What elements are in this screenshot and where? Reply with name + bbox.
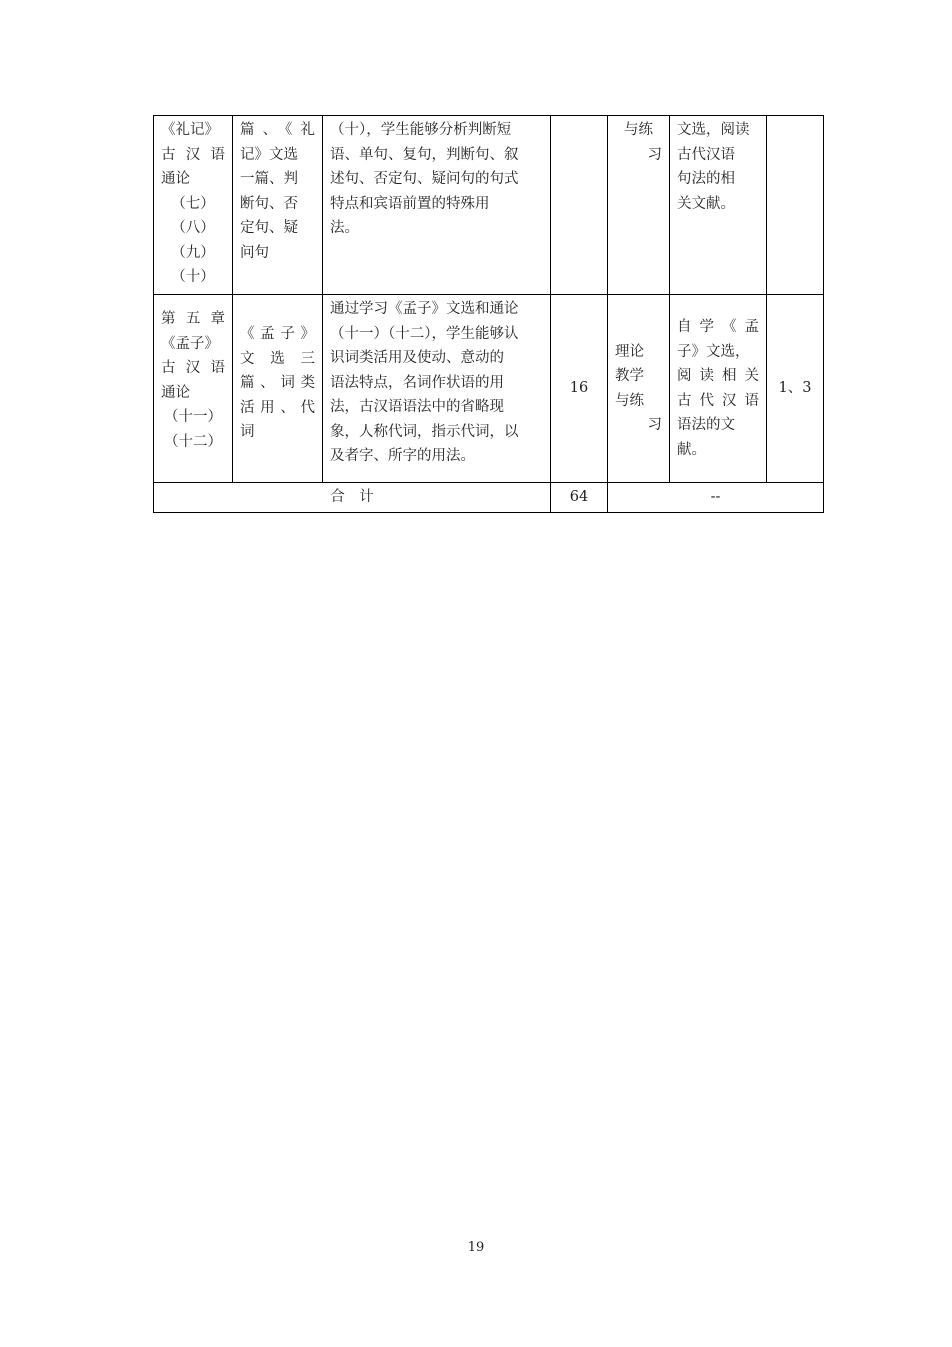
objective-line: 语法特点，名词作状语的用	[330, 374, 504, 391]
self-study-line: 古代汉语	[677, 146, 735, 163]
total-remark: --	[608, 483, 824, 513]
method-line: 习	[647, 417, 662, 433]
chapter-line: 《孟子》	[161, 335, 219, 352]
content-line: 文 选 三	[240, 350, 315, 367]
method-line: 教学	[615, 368, 644, 384]
chapter-line: （十）	[171, 269, 215, 285]
self-study-line: 子》文选，	[677, 343, 750, 360]
self-study-line: 文选，阅读	[677, 122, 750, 138]
self-study-line: 关文献。	[677, 195, 735, 212]
chapter-line: 第 五 章	[161, 311, 225, 327]
course-schedule-table	[153, 115, 824, 513]
objective-line: 法。	[330, 220, 359, 236]
objective-cell	[323, 116, 551, 295]
chapter-line: （十二）	[164, 433, 222, 450]
chapter-line: 《礼记》	[161, 122, 219, 138]
objective-line: 象，人称代词，指示代词，以	[330, 423, 519, 440]
method-line: 与练	[624, 122, 653, 138]
objective-line: 通过学习《孟子》文选和通论	[330, 301, 519, 317]
self-study-line: 阅读相关	[677, 368, 759, 384]
self-study-line: 献。	[677, 441, 706, 458]
chapter-line: （七）	[171, 195, 215, 212]
chapter-cell	[154, 295, 233, 483]
self-study-line: 句法的相	[677, 171, 735, 187]
content-line: 记》文选	[240, 146, 298, 163]
table-row	[154, 295, 824, 483]
objective-cell	[323, 295, 551, 483]
targets-cell: 1、3	[767, 295, 824, 483]
content-line: 问句	[240, 244, 269, 261]
self-study-line: 自学《孟	[677, 319, 759, 335]
method-cell	[608, 116, 670, 295]
chapter-line: （九）	[171, 244, 215, 261]
self-study-cell	[670, 295, 767, 483]
objective-line: （十一）（十二），学生能够认	[330, 325, 519, 342]
objective-line: 特点和宾语前置的特殊用	[330, 195, 490, 212]
method-cell	[608, 295, 670, 483]
objective-line: 述句、否定句、疑问句的句式	[330, 171, 519, 187]
page-number: 19	[467, 1240, 485, 1255]
total-row	[154, 483, 824, 513]
content-cell	[233, 116, 323, 295]
content-line: 篇、《礼	[240, 122, 315, 138]
objective-line: 识词类活用及使动、意动的	[330, 350, 504, 366]
objective-line: 语、单句、复句，判断句、叙	[330, 146, 519, 163]
hours-cell	[551, 116, 608, 295]
method-line: 理论	[615, 343, 644, 360]
content-line: 活用、代	[240, 399, 315, 416]
content-line: 一篇、判	[240, 171, 298, 187]
chapter-line: 古 汉 语	[161, 360, 225, 376]
chapter-cell	[154, 116, 233, 295]
objective-line: 法，古汉语语法中的省略现	[330, 399, 504, 415]
total-label: 合 计	[154, 483, 551, 513]
objective-line: 及者字、所字的用法。	[330, 448, 475, 464]
self-study-line: 古代汉语	[677, 392, 759, 409]
table-row	[154, 116, 824, 295]
self-study-cell	[670, 116, 767, 295]
targets-cell	[767, 116, 824, 295]
hours-cell: 16	[551, 295, 608, 483]
self-study-line: 语法的文	[677, 417, 735, 433]
content-line: 篇、词类	[240, 375, 315, 392]
chapter-line: 通论	[161, 171, 190, 187]
content-cell	[233, 295, 323, 483]
content-line: 断句、否	[240, 195, 298, 212]
content-line: 《孟子》	[240, 326, 315, 343]
chapter-line: 通论	[161, 384, 190, 401]
method-line: 习	[647, 146, 662, 163]
chapter-line: 古 汉 语	[161, 146, 225, 163]
content-line: 词	[240, 424, 255, 441]
method-line: 与练	[615, 392, 644, 409]
objective-line: （十），学生能够分析判断短	[330, 122, 512, 138]
content-line: 定句、疑	[240, 220, 298, 236]
chapter-line: （十一）	[164, 409, 222, 425]
total-hours: 64	[551, 483, 608, 513]
chapter-line: （八）	[171, 220, 215, 236]
